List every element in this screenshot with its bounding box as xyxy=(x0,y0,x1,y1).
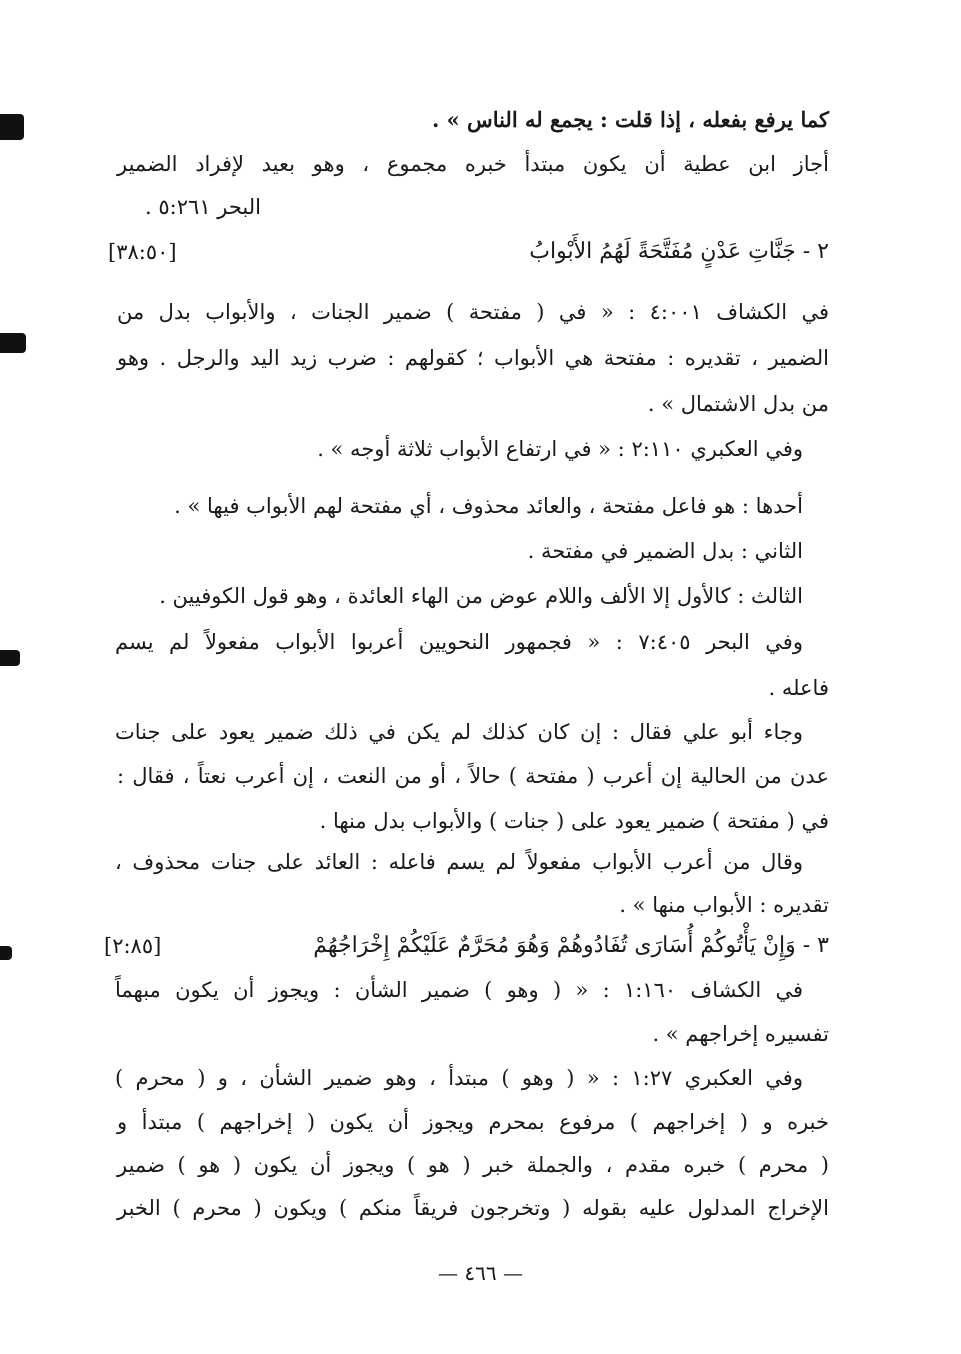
text-line: عدن من الحالية إن أعرب ( مفتحة ) حالاً ، أو من النعت ، إن أعرب نعتاً ، فقال : xyxy=(117,764,829,788)
text-line: الثاني : بدل الضمير في مفتحة . xyxy=(527,539,803,563)
scan-edge-mark xyxy=(0,114,24,140)
text-line: في الكشاف ١:١٦٠ : « ( وهو ) ضمير الشأن : ويجوز أن يكون مبهماً xyxy=(115,978,803,1002)
page-number: — ٤٦٦ — xyxy=(438,1261,523,1285)
scan-edge-mark xyxy=(0,333,26,353)
text-line: أجاز ابن عطية أن يكون مبتدأ خبره مجموع ، وهو بعيد لإفراد الضمير xyxy=(117,152,829,176)
text-line: وجاء أبو علي فقال : إن كان كذلك لم يكن في ذلك ضمير يعود على جنات xyxy=(115,720,803,744)
text-line: من بدل الاشتمال » . xyxy=(647,392,829,416)
text-line: وفي العكبري ٢:١١٠ : « في ارتفاع الأبواب ثلاثة أوجه » . xyxy=(317,437,803,461)
text-line: وفي البحر ٧:٤٠٥ : « فجمهور النحويين أعربوا الأبواب مفعولاً لم يسم xyxy=(115,630,803,654)
scan-edge-mark xyxy=(0,650,20,666)
text-line: تقديره : الأبواب منها » . xyxy=(619,893,829,917)
text-line: الثالث : كالأول إلا الألف واللام عوض من الهاء العائدة ، وهو قول الكوفيين . xyxy=(159,584,803,608)
quran-verse: ٣ - وَإِنْ يَأْتُوكُمْ أُسَارَى تُفَادُوهُمْ وَهُوَ مُحَرَّمٌ عَلَيْكُمْ إِخْرَاجُهُمْ xyxy=(313,933,829,958)
text-line: الضمير ، تقديره : مفتحة هي الأبواب ؛ كقولهم : ضرب زيد اليد والرجل . وهو xyxy=(117,346,829,370)
text-line: الإخراج المدلول عليه بقوله ( وتخرجون فريقاً منكم ) ويكون ( محرم ) الخبر xyxy=(117,1196,829,1220)
text-line: خبره و ( إخراجهم ) مرفوع بمحرم ويجوز أن يكون ( إخراجهم ) مبتدأ و xyxy=(117,1110,829,1134)
text-line: أحدها : هو فاعل مفتحة ، والعائد محذوف ، أي مفتحة لهم الأبواب فيها » . xyxy=(174,494,803,518)
scan-edge-mark xyxy=(0,946,12,960)
text-line: البحر ٥:٢٦١ . xyxy=(145,195,261,219)
verse-reference: [٣٨:٥٠] xyxy=(108,240,177,264)
text-line: تفسيره إخراجهم » . xyxy=(652,1022,829,1046)
text-line: في ( مفتحة ) ضمير يعود على ( جنات ) والأبواب بدل منها . xyxy=(319,809,829,833)
text-line: كما يرفع بفعله ، إذا قلت : يجمع له الناس » . xyxy=(432,107,829,132)
text-line: وقال من أعرب الأبواب مفعولاً لم يسم فاعله : العائد على جنات محذوف ، xyxy=(115,850,803,874)
text-line: فاعله . xyxy=(768,676,829,700)
quran-verse: ٢ - جَنَّاتِ عَدْنٍ مُفَتَّحَةً لَهُمُ الأَبْوابُ xyxy=(529,239,829,264)
verse-reference: [٢:٨٥] xyxy=(104,934,162,958)
text-line: وفي العكبري ١:٢٧ : « ( وهو ) مبتدأ ، وهو ضمير الشأن ، و ( محرم ) xyxy=(115,1066,803,1090)
text-line: ( محرم ) خبره مقدم ، والجملة خبر ( هو ) ويجوز أن يكون ( هو ) ضمير xyxy=(117,1153,829,1177)
text-line: في الكشاف ٤:٠٠١ : « في ( مفتحة ) ضمير الجنات ، والأبواب بدل من xyxy=(117,300,829,324)
